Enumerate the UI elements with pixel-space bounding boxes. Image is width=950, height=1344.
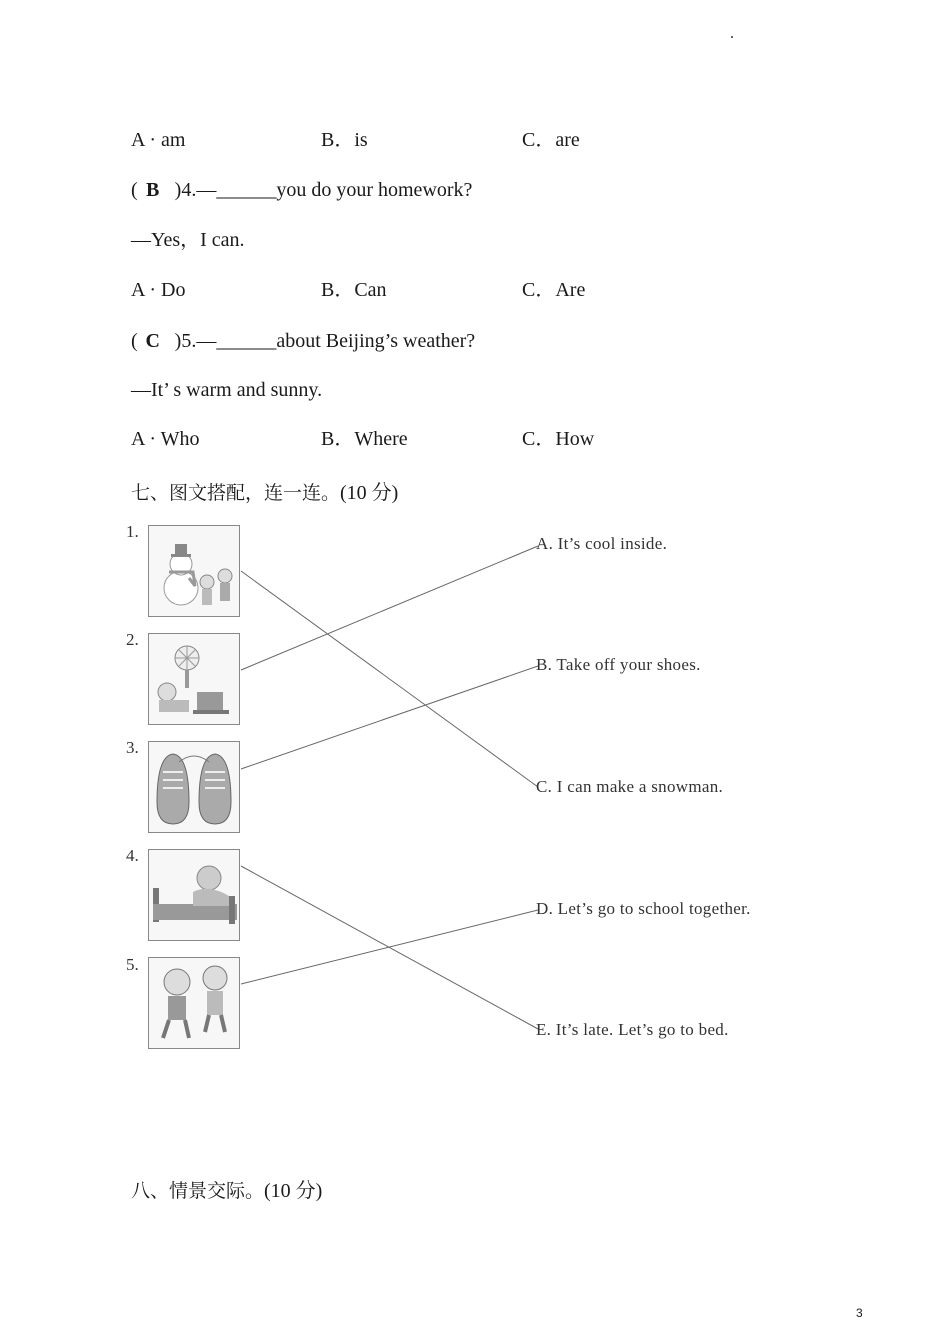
q4-option-b: B．Can bbox=[321, 279, 387, 301]
q4-reply: —Yes，I can. bbox=[131, 229, 245, 251]
picture-number-5: 5. bbox=[126, 955, 139, 974]
fan-boy-picture bbox=[148, 633, 240, 725]
match-line-1-C bbox=[241, 571, 538, 787]
q5-reply: —It’ s warm and sunny. bbox=[131, 379, 323, 401]
section-8-score: (10 分) bbox=[264, 1180, 323, 1202]
kids-going-to-school-picture bbox=[148, 957, 240, 1049]
q4-option-c: C．Are bbox=[522, 279, 586, 301]
q4-number: )4.— bbox=[174, 179, 217, 201]
q5-stem: about Beijing’s weather? bbox=[276, 330, 476, 352]
page-number: 3 bbox=[856, 1306, 863, 1320]
q4-option-a: A · Do bbox=[131, 279, 186, 301]
snowman-children-picture bbox=[148, 525, 240, 617]
match-line-5-D bbox=[241, 910, 538, 984]
picture-number-2: 2. bbox=[126, 630, 139, 649]
q5-option-c: C．How bbox=[522, 428, 595, 450]
picture-number-3: 3. bbox=[126, 738, 139, 757]
picture-number-1: 1. bbox=[126, 522, 139, 541]
match-line-2-A bbox=[241, 546, 538, 670]
q5-answer: C bbox=[145, 330, 160, 352]
q4-answer: B bbox=[146, 179, 160, 201]
section-8-title: 八、情景交际。 bbox=[131, 1180, 265, 1202]
section-8-heading bbox=[131, 1174, 322, 1203]
picture-number-4: 4. bbox=[126, 846, 139, 865]
q4-stem: you do your homework? bbox=[276, 179, 473, 201]
q4-open-paren: ( bbox=[131, 179, 138, 201]
q3-option-c: C．are bbox=[522, 129, 580, 151]
option-a: A. It’s cool inside. bbox=[536, 534, 668, 553]
section-7-score: (10 分) bbox=[340, 482, 399, 504]
match-line-3-B bbox=[241, 666, 538, 769]
q3-option-a: A · am bbox=[131, 129, 186, 151]
q5-option-b: B．Where bbox=[321, 428, 408, 450]
q5-open-paren: ( bbox=[131, 330, 138, 352]
q3-option-b: B．is bbox=[321, 129, 368, 151]
option-d: D. Let’s go to school together. bbox=[536, 899, 751, 918]
option-e: E. It’s late. Let’s go to bed. bbox=[536, 1020, 729, 1039]
q4-blank: ______ bbox=[216, 179, 277, 201]
q5-blank: ______ bbox=[216, 330, 277, 352]
shoes-picture bbox=[148, 741, 240, 833]
option-c: C. I can make a snowman. bbox=[536, 777, 724, 796]
section-7-title: 七、图文搭配，连一连。 bbox=[131, 482, 341, 504]
q5-option-a: A · Who bbox=[131, 428, 200, 450]
girl-in-bed-picture bbox=[148, 849, 240, 941]
q5-number: )5.— bbox=[174, 330, 217, 352]
option-b: B. Take off your shoes. bbox=[536, 655, 701, 674]
